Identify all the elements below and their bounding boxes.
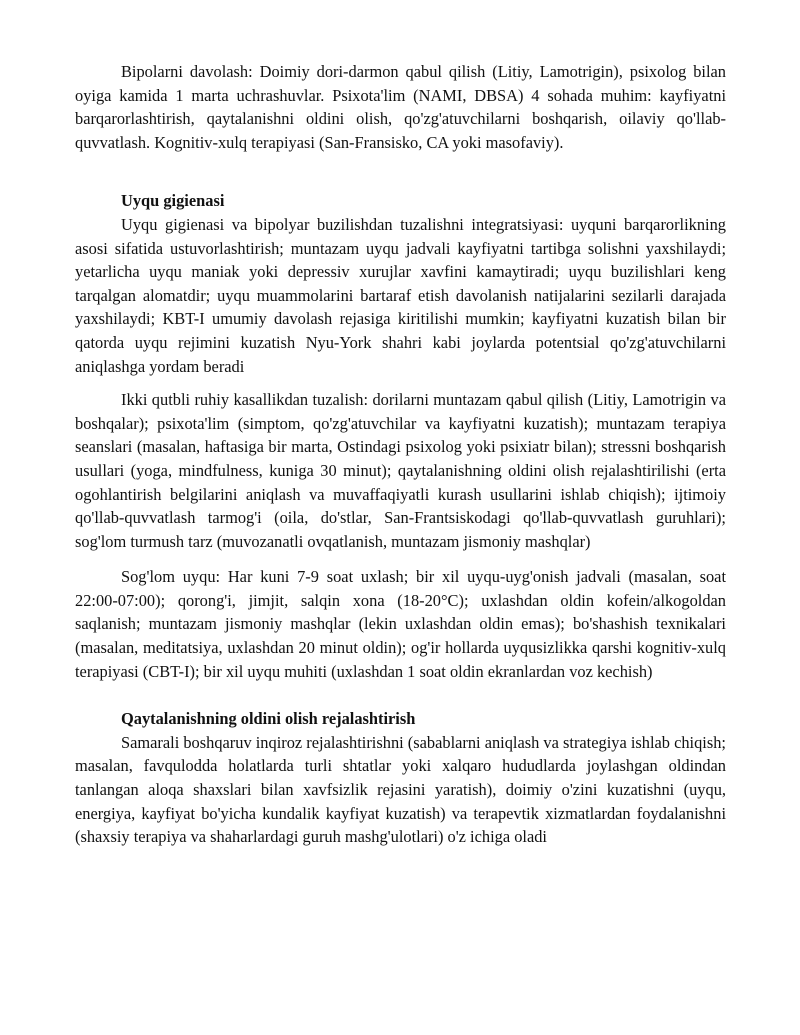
- paragraph-healthy-sleep: Sog'lom uyqu: Har kuni 7-9 soat uxlash; bir xil uyqu-uyg'onish jadvali (masalan, soat 22:00-07:00); qorong'i, jimjit, salqin xona (18-20°C); uxlashdan oldin kofein/alkogoldan saqlanish; muntazam jismoniy mashqlar (lekin uxlashdan oldin emas); bo'shashish texnikalari (masalan, meditatsiya, uxlashdan 20 minut oldin); og'ir hollarda uyqusizlikka qarshi kognitiv-xulq terapiyasi (CBT-I); bir xil uyqu muhiti (uxlashdan 1 soat oldin ekranlardan voz kechish): [75, 567, 726, 681]
- heading-relapse-prevention: Qaytalanishning oldini olish rejalashtirish: [121, 709, 416, 729]
- spacer: [75, 553, 726, 565]
- paragraph-bipolar-treatment: Bipolarni davolash: Doimiy dori-darmon qabul qilish (Litiy, Lamotrigin), psixolog bilan oyiga kamida 1 marta uchrashuvlar. Psixota'lim (NAMI, DBSA) 4 sohada muhim: kayfiyatni barqarorlashtirish, qaytalanishni oldini olish, qo'zg'atuvchilarni boshqarish, oilaviy qo'llab-quvvatlash. Kognitiv-xulq terapiyasi (San-Fransisko, CA yoki masofaviy).: [75, 62, 726, 152]
- heading-sleep-hygiene: Uyqu gigienasi: [121, 191, 225, 211]
- spacer: [75, 154, 726, 189]
- paragraph-sleep-hygiene: Uyqu gigienasi va bipolyar buzilishdan tuzalishni integratsiyasi: uyquni barqarorlikning asosi sifatida ustuvorlashtirish; muntazam uyqu jadvali kayfiyatni tartibga solishni yaxshilaydi; yetarlicha uyqu maniak yoki depressiv xurujlar xavfini kamaytiradi; uyqu buzilishlari keng tarqalgan alomatdir; uyqu muammolarini bartaraf etish davolanish natijalarini sezilarli darajada yaxshilaydi; KBT-I umumiy davolash rejasiga kiritilishi mumkin; kayfiyatni kuzatish bilan bir qatorda uyqu rejimini kuzatish Nyu-York shahri kabi joylarda potentsial qo'zg'atuvchilarni aniqlashga yordam beradi: [75, 214, 726, 376]
- spacer: [75, 378, 726, 388]
- paragraph-relapse-prevention: Samarali boshqaruv inqiroz rejalashtirishni (sabablarni aniqlash va strategiya ishlab chiqish; masalan, favqulodda holatlarda turli shtatlar yoki xalqaro hududlarda joylashgan oldindan tanlangan aloqa shaxslari bilan xavfsizlik rejasini yaratish), doimiy o'zini kuzatishni (uyqu, energiya, kayfiyat bo'yicha kundalik kayfiyat kuzatish) va terapevtik xizmatlardan foydalanishni (shaxsiy terapiya va shaharlardagi guruh mashg'ulotlari) o'z ichiga oladi: [75, 732, 726, 847]
- document-page: [75, 60, 726, 849]
- spacer: [75, 695, 726, 707]
- spacer: [75, 683, 726, 695]
- paragraph-bipolar-recovery: Ikki qutbli ruhiy kasallikdan tuzalish: dorilarni muntazam qabul qilish (Litiy, Lamotrigin va boshqalar); psixota'lim (simptom, qo'zg'atuvchilar va kayfiyatni kuzatish); muntazam terapiya seanslari (masalan, haftasiga bir marta, Ostindagi psixolog yoki psixiatr bilan); stressni boshqarish usullari (yoga, mindfulness, kuniga 30 minut); qaytalanishning oldini olish rejalashtirilishi (erta ogohlantirish belgilarini aniqlash va muvaffaqiyatli kurash usullarini ishlab chiqish); ijtimoiy qo'llab-quvvatlash tarmog'i (oila, do'stlar, San-Frantsiskodagi qo'llab-quvvatlash guruhlari); sog'lom turmush tarz (muvozanatli ovqatlanish, muntazam jismoniy mashqlar): [75, 390, 726, 551]
